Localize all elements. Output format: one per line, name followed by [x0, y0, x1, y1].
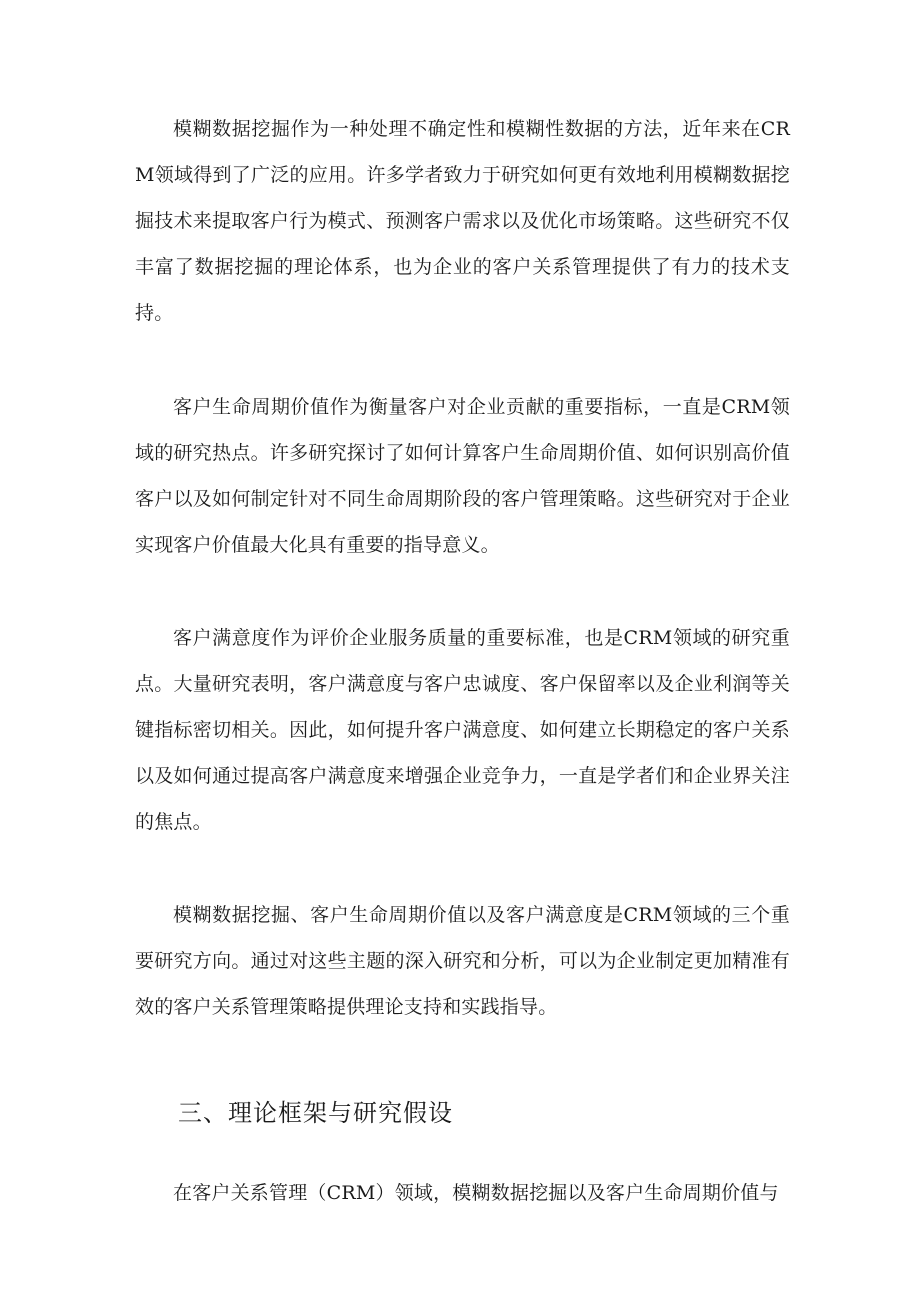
paragraph-customer-satisfaction: 客户满意度作为评价企业服务质量的重要标准，也是CRM领域的研究重点。大量研究表明，客户满意度与客户忠诚度、客户保留率以及企业利润等关键指标密切相关。因此，如何提升客户满意度、如何建立长期稳定的客户关系以及如何通过提高客户满意度来增强企业竞争力，一直是学者们和企业界关注的焦点。: [135, 627, 790, 833]
paragraph-customer-lifetime-value: 客户生命周期价值作为衡量客户对企业贡献的重要指标，一直是CRM领域的研究热点。许多研究探讨了如何计算客户生命周期价值、如何识别高价值客户以及如何制定针对不同生命周期阶段的客户管理策略。这些研究对于企业实现客户价值最大化具有重要的指导意义。: [135, 396, 790, 556]
paragraph-research-directions: 模糊数据挖掘、客户生命周期价值以及客户满意度是CRM领域的三个重要研究方向。通过对这些主题的深入研究和分析，可以为企业制定更加精准有效的客户关系管理策略提供理论支持和实践指导。: [135, 904, 790, 1018]
paragraph-section-intro: 在客户关系管理（CRM）领域，模糊数据挖掘以及客户生命周期价值与: [173, 1182, 779, 1204]
section-heading: 三、理论框架与研究假设: [178, 1099, 453, 1127]
paragraph-fuzzy-data-mining: 模糊数据挖掘作为一种处理不确定性和模糊性数据的方法，近年来在CRM领域得到了广泛的应用。许多学者致力于研究如何更有效地利用模糊数据挖掘技术来提取客户行为模式、预测客户需求以及优化市场策略。这些研究不仅丰富了数据挖掘的理论体系，也为企业的客户关系管理提供了有力的技术支持。: [135, 118, 790, 324]
